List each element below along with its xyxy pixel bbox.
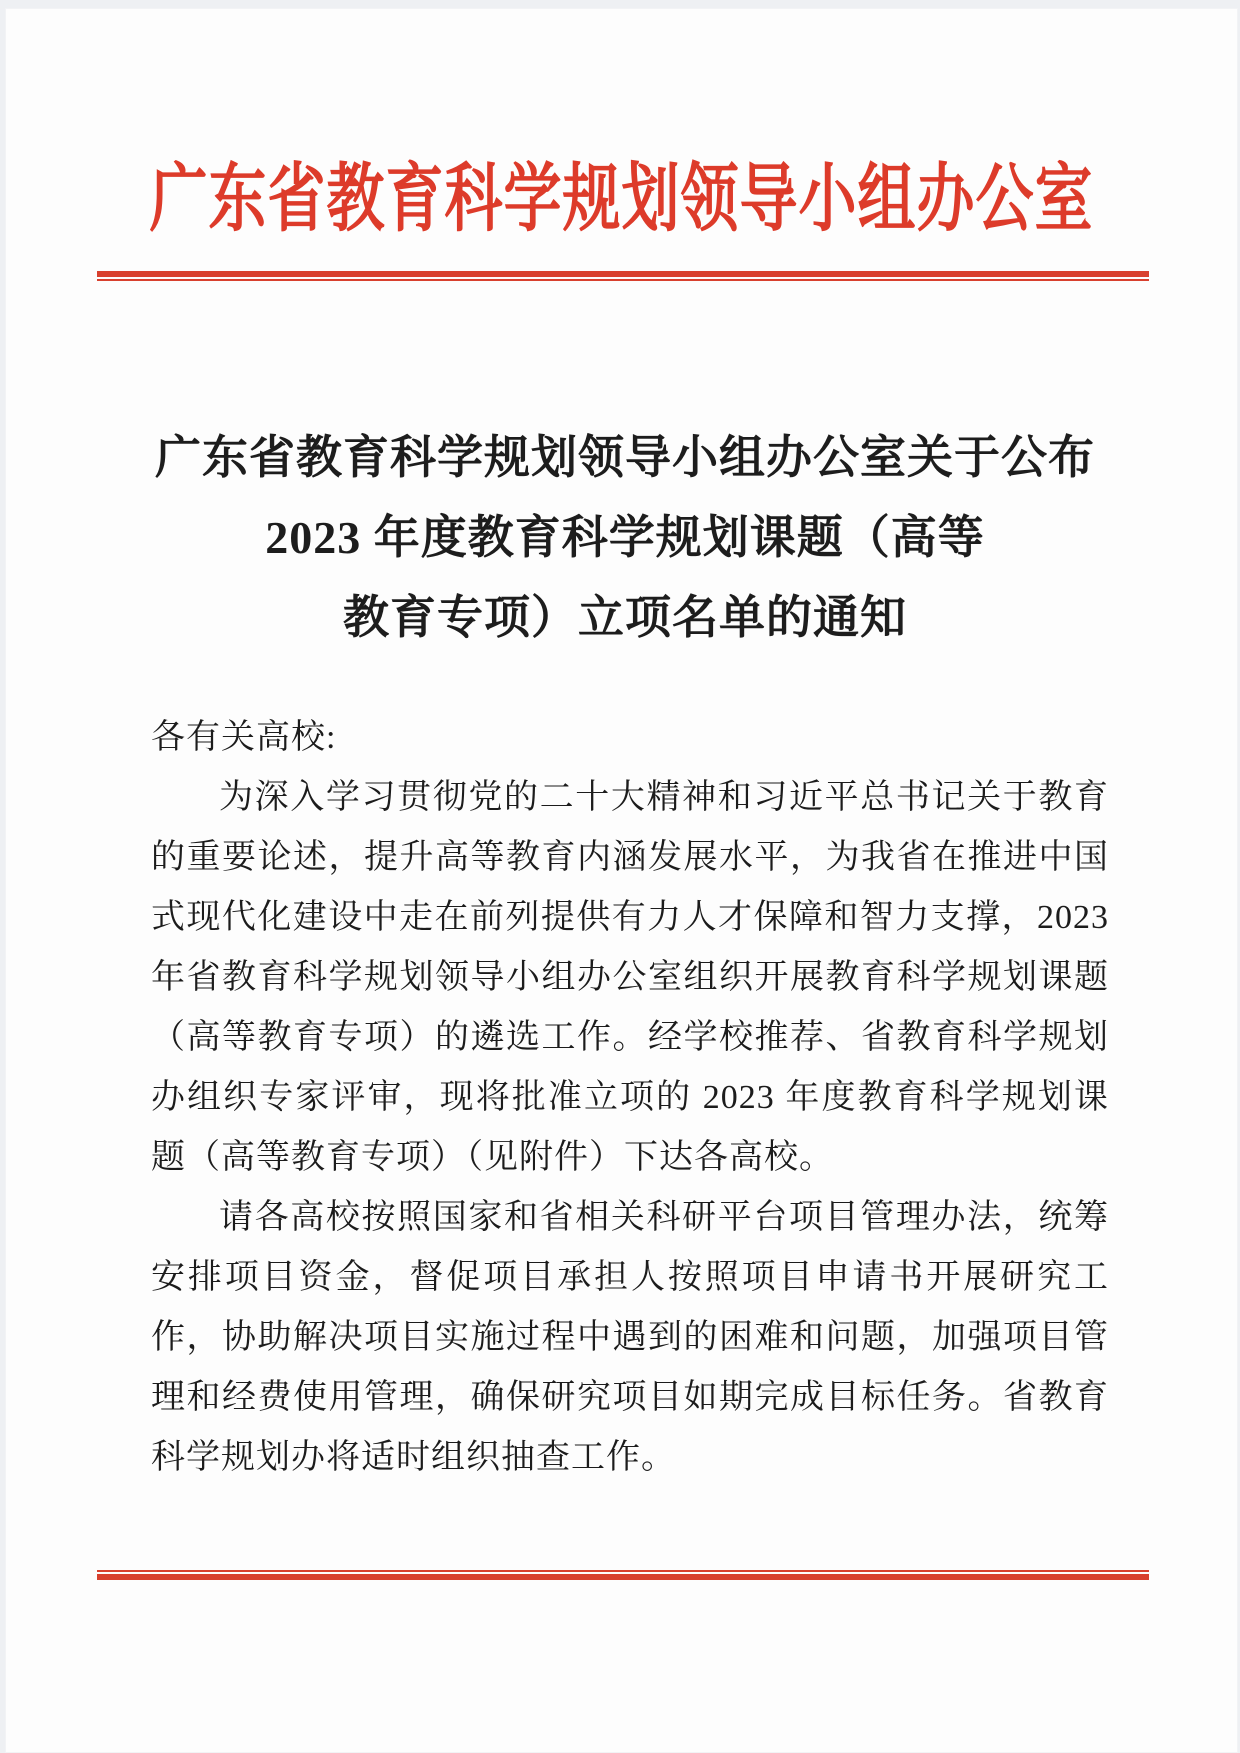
body-paragraph-1: 为深入学习贯彻党的二十大精神和习近平总书记关于教育的重要论述，提升高等教育内涵发展水平，为我省在推进中国式现代化建设中走在前列提供有力人才保障和智力支撑，2023 年省教育科学规划领导小组办公室组织开展教育科学规划课题（高等教育专项）的遴选工作。经学校推荐、省教育科学规划办组织专家评审，现将批准立项的 2023 年度教育科学规划课题（高等教育专项）（见附件）下达各高校。 — [151, 779, 1109, 1176]
document-body — [151, 708, 1109, 1488]
title-line-2: 2023 年度教育科学规划课题（高等 — [265, 512, 985, 563]
letterhead-org-name: 广东省教育科学规划领导小组办公室 — [149, 157, 1094, 241]
letterhead-rule-thin-line — [97, 279, 1149, 281]
body-paragraph-2: 请各高校按照国家和省相关科研平台项目管理办法，统筹安排项目资金，督促项目承担人按照项目申请书开展研究工作，协助解决项目实施过程中遇到的困难和问题，加强项目管理和经费使用管理，确保研究项目如期完成目标任务。省教育科学规划办将适时组织抽查工作。 — [151, 1199, 1109, 1476]
letterhead-rule — [97, 271, 1149, 281]
document-title — [75, 418, 1175, 658]
title-line-3: 教育专项）立项名单的通知 — [343, 592, 907, 643]
footer-rule — [97, 1570, 1149, 1580]
document-page — [5, 8, 1238, 1753]
footer-rule-thick-line — [97, 1574, 1149, 1580]
salutation: 各有关高校: — [151, 719, 337, 756]
title-line-1: 广东省教育科学规划领导小组办公室关于公布 — [155, 432, 1095, 483]
